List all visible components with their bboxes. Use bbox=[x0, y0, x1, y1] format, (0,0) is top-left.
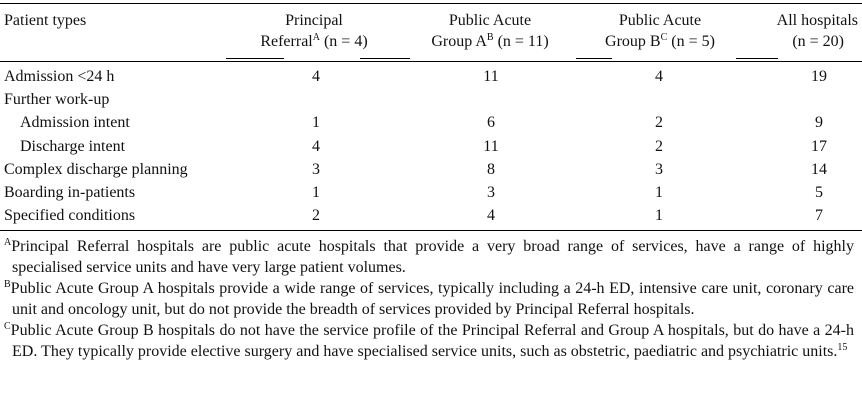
cell-value: 2 bbox=[655, 137, 663, 155]
cell-value: 17 bbox=[811, 137, 827, 155]
cell-value: 5 bbox=[815, 184, 823, 201]
header-all-hospitals-n: (n = 20) bbox=[792, 33, 844, 50]
header-group-a-n: (n = 11) bbox=[497, 33, 549, 50]
header-all-hospitals bbox=[730, 10, 858, 52]
table-top-rule bbox=[0, 3, 862, 4]
cell-value: 4 bbox=[655, 68, 663, 85]
table-row bbox=[0, 114, 862, 137]
header-principal-referral-line2 bbox=[228, 31, 400, 52]
header-group-a-line1: Public Acute bbox=[448, 12, 532, 29]
row-label: Admission <24 h bbox=[4, 68, 115, 85]
footnote-mark: A bbox=[4, 237, 12, 248]
header-underline-2 bbox=[360, 58, 410, 59]
cell-value: 4 bbox=[487, 207, 495, 225]
header-group-a-sup: B bbox=[486, 32, 494, 43]
cell-value: 9 bbox=[815, 114, 823, 132]
row-label: Further work-up bbox=[4, 91, 110, 109]
header-principal-referral-name: Referral bbox=[260, 33, 313, 50]
header-all-hospitals-line1: All hospitals bbox=[776, 12, 858, 29]
footnote-text: Principal Referral hospitals are public acute hospitals that provide a very broad range of services, have a range of highly specialised service units and have very large patient volumes. bbox=[11, 238, 854, 276]
header-principal-referral-sup: A bbox=[312, 32, 320, 43]
cell-value: 3 bbox=[655, 160, 663, 178]
table-row bbox=[0, 184, 862, 207]
cell-value: 4 bbox=[312, 68, 320, 85]
cell-value: 2 bbox=[655, 114, 663, 132]
cell-value: 1 bbox=[312, 114, 320, 132]
cell-value: 1 bbox=[655, 184, 663, 201]
footnote-mark: C bbox=[4, 321, 11, 332]
reference-mark: 15 bbox=[837, 342, 848, 353]
table-footnotes bbox=[4, 236, 854, 362]
footnote-mark: B bbox=[4, 279, 11, 290]
table-row bbox=[0, 207, 862, 230]
header-group-a bbox=[404, 10, 576, 52]
footnote bbox=[4, 320, 854, 362]
cell-value: 7 bbox=[815, 207, 823, 225]
row-label: Boarding in-patients bbox=[4, 184, 136, 201]
table-row bbox=[0, 91, 862, 114]
row-label: Admission intent bbox=[20, 114, 130, 132]
cell-value: 1 bbox=[312, 184, 320, 201]
header-group-a-name: Group A bbox=[431, 33, 487, 50]
cell-value: 19 bbox=[811, 68, 827, 85]
table-row bbox=[0, 161, 862, 184]
row-label: Discharge intent bbox=[20, 137, 126, 155]
footnote bbox=[4, 278, 854, 320]
cell-value: 4 bbox=[312, 137, 320, 155]
footnote-text: Public Acute Group B hospitals do not have the service profile of the Principal Referral and Group A hospitals, but do have a 24-h ED. They typically provide elective surgery and have specialised service units, such as obstetric, paediatric and psychiatric units. bbox=[10, 322, 854, 360]
header-group-b-name: Group B bbox=[605, 33, 661, 50]
header-group-b-sup: C bbox=[660, 32, 668, 43]
header-group-b-line2 bbox=[574, 31, 746, 52]
cell-value: 11 bbox=[483, 137, 499, 155]
header-group-a-line2 bbox=[404, 31, 576, 52]
header-underline-4 bbox=[736, 58, 778, 59]
cell-value: 1 bbox=[655, 207, 663, 225]
header-group-b-line1: Public Acute bbox=[618, 12, 702, 29]
header-underline-1 bbox=[226, 58, 284, 59]
table-row bbox=[0, 68, 862, 91]
header-principal-referral bbox=[228, 10, 400, 52]
cell-value: 3 bbox=[487, 184, 495, 201]
footnote-text: Public Acute Group A hospitals provide a wide range of services, typically including a 24-h ED, intensive care unit, coronary care unit and oncology unit, but do not provide the breadth of services provided by Principal Referral hospitals. bbox=[10, 280, 854, 318]
cell-value: 8 bbox=[487, 160, 495, 178]
cell-value: 11 bbox=[483, 68, 499, 85]
cell-value: 6 bbox=[487, 114, 495, 132]
cell-value: 14 bbox=[811, 160, 827, 178]
cell-value: 2 bbox=[312, 207, 320, 225]
table-header-rule bbox=[0, 61, 862, 62]
table-row bbox=[0, 138, 862, 161]
header-group-b-n: (n = 5) bbox=[671, 33, 715, 50]
footnote bbox=[4, 236, 854, 278]
header-patient-types: Patient types bbox=[4, 12, 87, 29]
header-principal-referral-line1: Principal bbox=[285, 12, 343, 29]
header-underline-3 bbox=[576, 58, 612, 59]
row-label: Specified conditions bbox=[4, 207, 136, 225]
header-principal-referral-n: (n = 4) bbox=[323, 33, 368, 50]
cell-value: 3 bbox=[312, 160, 320, 178]
header-group-b bbox=[574, 10, 746, 52]
table-bottom-rule bbox=[0, 230, 862, 231]
row-label: Complex discharge planning bbox=[4, 160, 188, 178]
